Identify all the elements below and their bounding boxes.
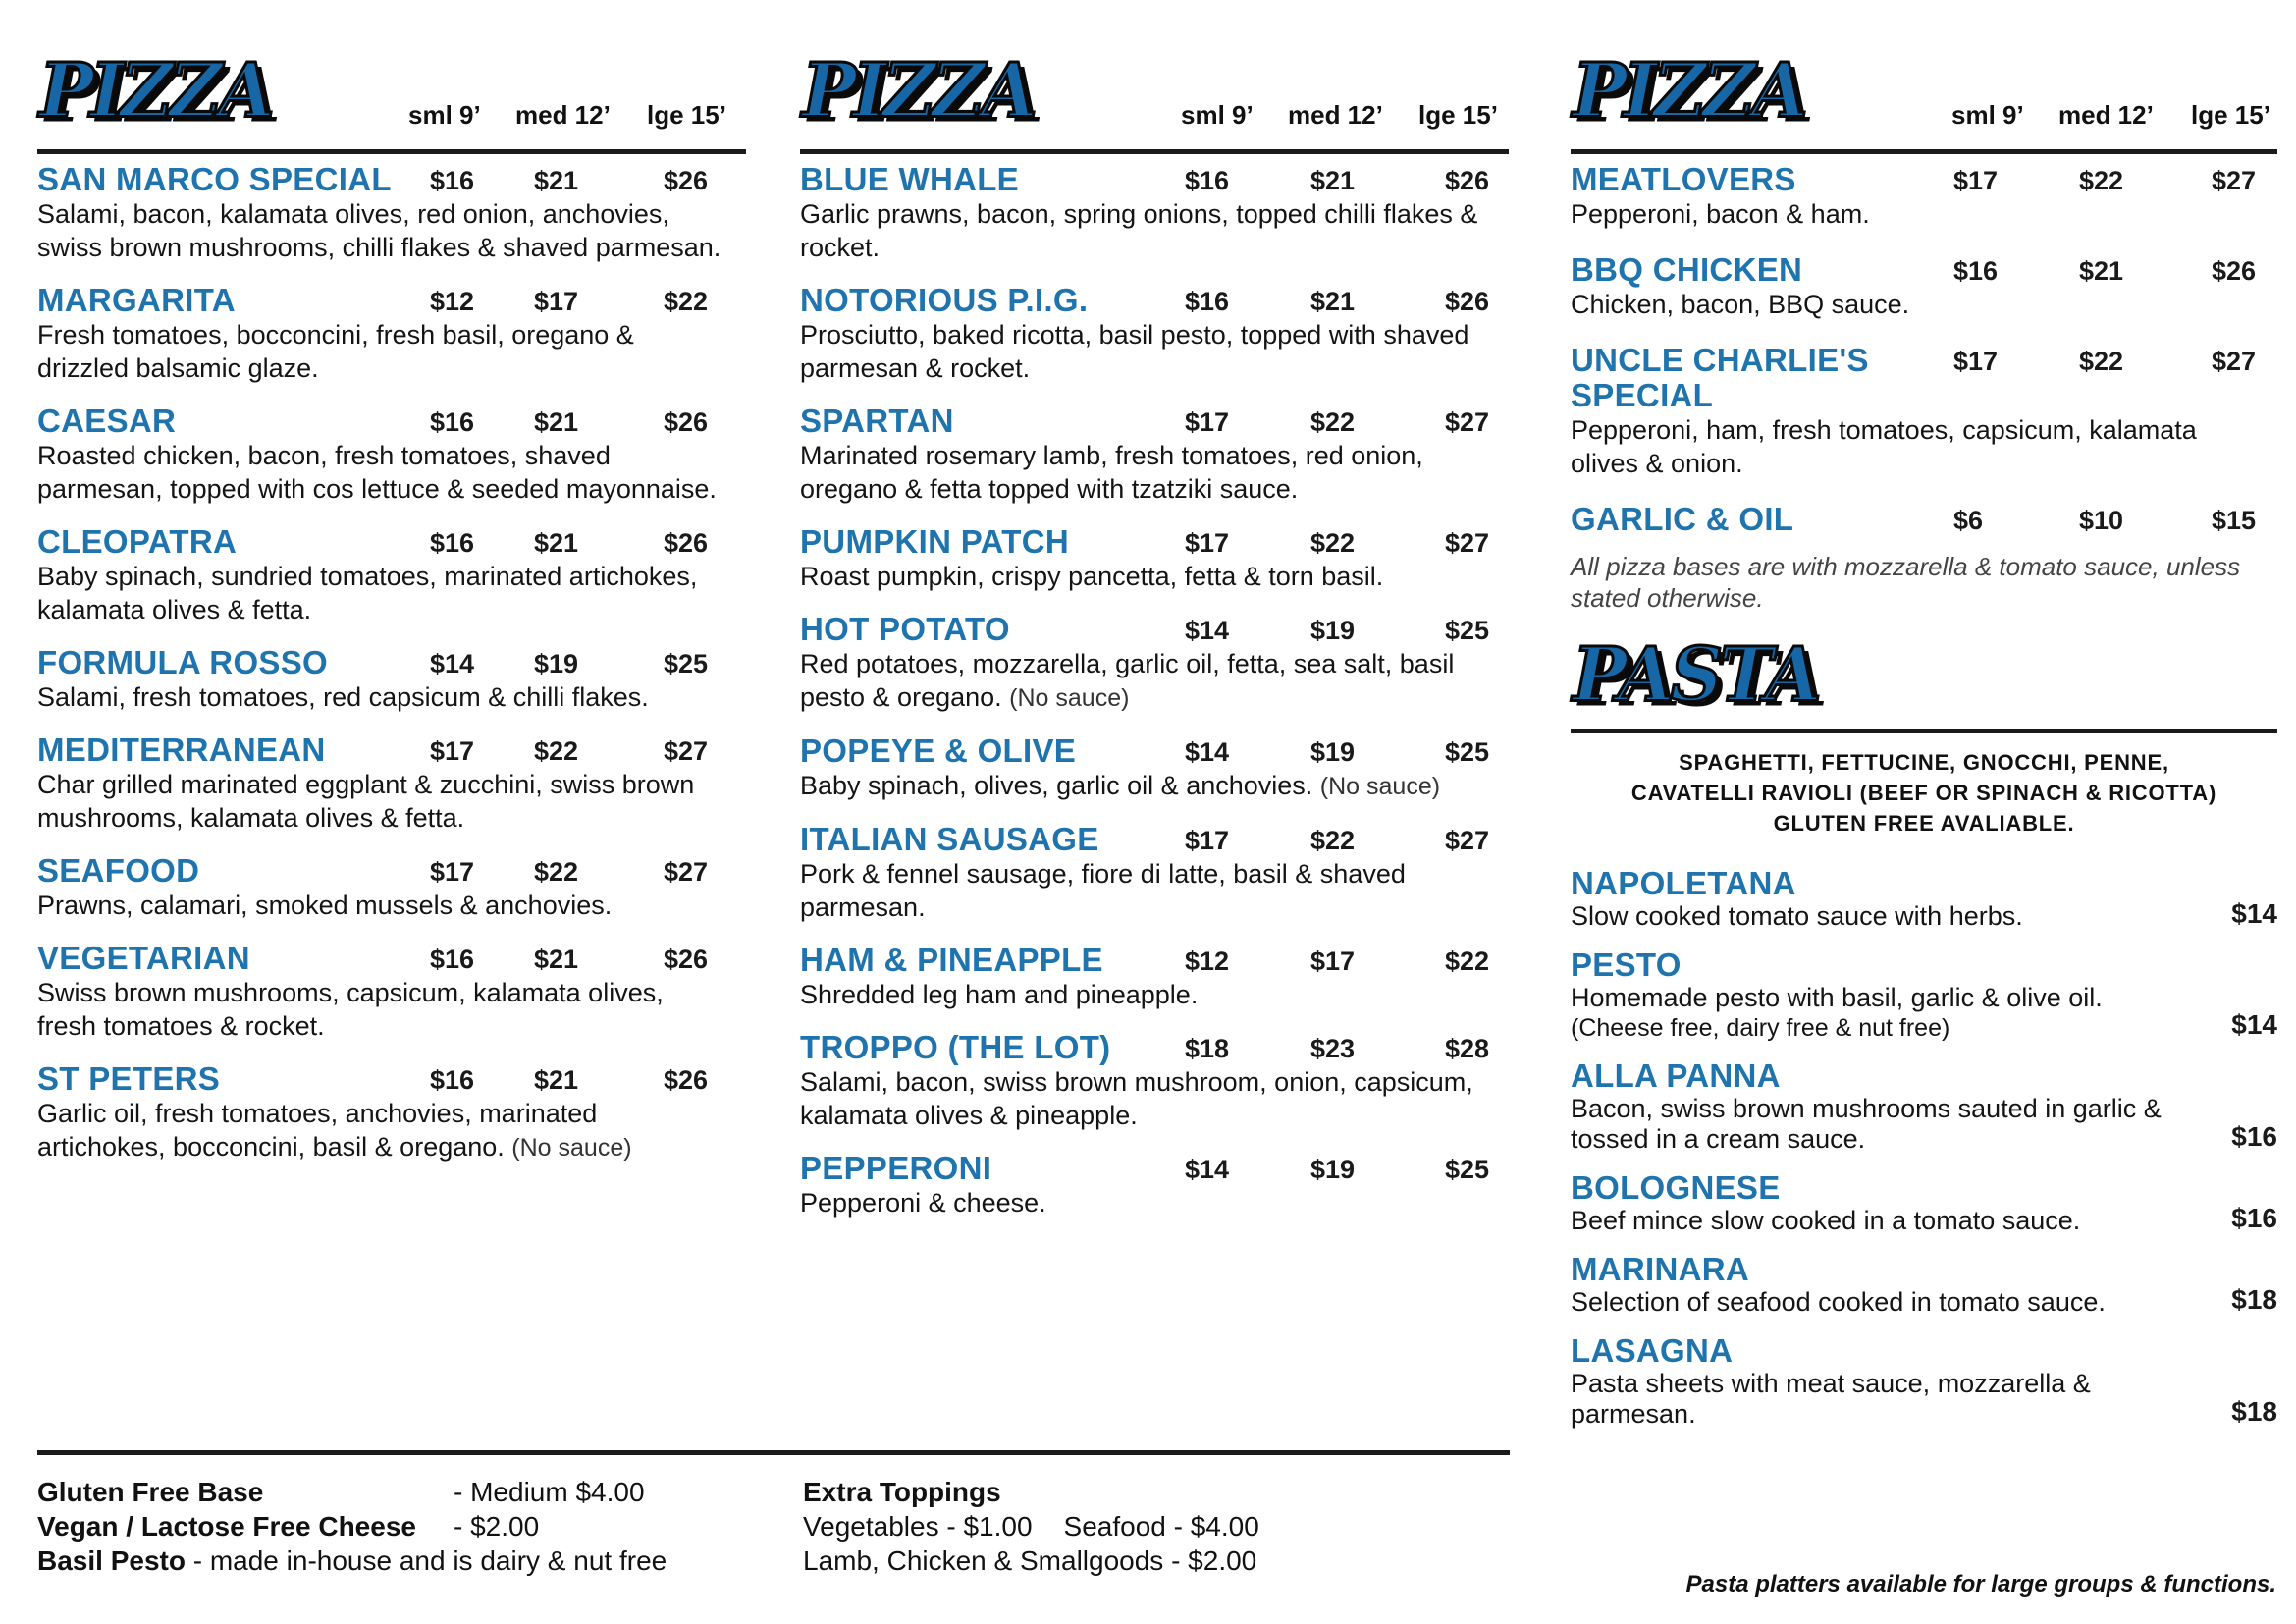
pizza-name: TROPPO (THE LOT)	[800, 1029, 1111, 1065]
extra-vegetables: Vegetables - $1.00	[803, 1511, 1033, 1542]
size-large: lge 15’	[647, 100, 726, 130]
pasta-description: Homemade pesto with basil, garlic & olive oil.	[1571, 983, 2103, 1012]
description-text: Shredded leg ham and pineapple.	[800, 980, 1199, 1009]
description-text: Prosciutto, baked ricotta, basil pesto, topped with shaved parmesan & rocket.	[800, 320, 1469, 383]
pizza-description	[800, 1186, 1509, 1219]
price-medium: $21	[534, 1065, 579, 1095]
description-note: (No sauce)	[1319, 773, 1441, 800]
pasta-description: Beef mince slow cooked in a tomato sauce.	[1571, 1206, 2081, 1235]
pasta-description: Selection of seafood cooked in tomato sauce.	[1571, 1287, 2106, 1317]
pasta-name: LASAGNA	[1571, 1332, 1734, 1369]
description-text: Prawns, calamari, smoked mussels & anchovies.	[37, 891, 613, 920]
pizza-description	[37, 1097, 724, 1164]
price-large: $27	[664, 857, 709, 887]
price-small: $16	[430, 407, 475, 437]
pizza-description	[800, 769, 1509, 803]
pizza-name: SEAFOOD	[37, 852, 200, 889]
pizza-name: ITALIAN SAUSAGE	[800, 821, 1099, 857]
price-small: $14	[1185, 1155, 1230, 1184]
price-small: $16	[430, 1065, 475, 1095]
extra-toppings-title: Extra Toppings	[803, 1477, 1001, 1507]
extra-seafood: Seafood - $4.00	[1063, 1511, 1259, 1542]
pasta-description: Bacon, swiss brown mushrooms sauted in garlic & tossed in a cream sauce.	[1571, 1094, 2162, 1154]
pizza-name: BLUE WHALE	[800, 161, 1019, 197]
price-large: $25	[1445, 737, 1490, 767]
pizza-item	[1571, 502, 2277, 537]
size-small: sml 9’	[408, 100, 481, 130]
pasta-description: Slow cooked tomato sauce with herbs.	[1571, 901, 2023, 931]
pizza-item	[37, 732, 746, 835]
description-text: Salami, bacon, kalamata olives, red onion, anchovies, swiss brown mushrooms, chilli flakes & shaved parmesan.	[37, 199, 721, 262]
description-text: Garlic prawns, bacon, spring onions, topped chilli flakes & rocket.	[800, 199, 1478, 262]
price-medium: $22	[1310, 826, 1356, 855]
pizza-name: GARLIC & OIL	[1571, 501, 1794, 537]
pizza-description	[800, 857, 1509, 924]
price-medium: $21	[534, 528, 579, 558]
pizza-header	[800, 48, 1509, 154]
pizza-name: FORMULA ROSSO	[37, 644, 329, 680]
price-medium: $17	[1310, 947, 1356, 976]
pizza-item	[37, 404, 746, 506]
description-text: Roasted chicken, bacon, fresh tomatoes, shaved parmesan, topped with cos lettuce & seeded mayonnaise.	[37, 441, 717, 504]
price-large: $26	[2212, 256, 2257, 286]
pizza-description	[800, 647, 1509, 715]
pizza-description	[1571, 288, 2218, 321]
price-medium: $22	[1310, 528, 1356, 558]
pizza-list	[37, 162, 746, 1164]
size-small: sml 9’	[1951, 100, 2024, 130]
price-large: $15	[2212, 506, 2257, 535]
pasta-platters-note: Pasta platters available for large groups & functions.	[1685, 1571, 2276, 1597]
pizza-item	[1571, 162, 2277, 231]
pizza-item	[800, 1030, 1509, 1132]
price-medium: $19	[534, 649, 579, 678]
price-large: $27	[1445, 528, 1490, 558]
pizza-item	[37, 524, 746, 626]
pizza-name: ST PETERS	[37, 1060, 221, 1097]
description-text: Red potatoes, mozzarella, garlic oil, fetta, sea salt, basil pesto & oregano.	[800, 649, 1455, 712]
extra-value: - $2.00	[454, 1511, 540, 1542]
pizza-description	[37, 976, 724, 1043]
pasta-item	[1571, 947, 2277, 1043]
description-text: Baby spinach, sundried tomatoes, marinated artichokes, kalamata olives & fetta.	[37, 562, 698, 624]
pasta-intro-line: SPAGHETTI, FETTUCINE, GNOCCHI, PENNE,	[1679, 750, 2169, 775]
pasta-price: $14	[2231, 898, 2277, 929]
extra-line	[37, 1509, 744, 1543]
pasta-name: BOLOGNESE	[1571, 1169, 1781, 1206]
extra-label: Gluten Free Base	[37, 1477, 264, 1507]
price-medium: $21	[1310, 287, 1356, 316]
price-small: $14	[430, 649, 475, 678]
pizza-item	[800, 162, 1509, 264]
pizza-item	[37, 941, 746, 1043]
pizza-name: UNCLE CHARLIE'S SPECIAL	[1571, 342, 1869, 413]
pasta-item	[1571, 866, 2277, 932]
pizza-description	[37, 197, 724, 264]
pizza-header	[37, 48, 746, 154]
description-text: Salami, bacon, swiss brown mushroom, onion, capsicum, kalamata olives & pineapple.	[800, 1067, 1473, 1130]
pasta-list	[1571, 866, 2277, 1430]
price-small: $18	[1185, 1034, 1230, 1063]
price-small: $16	[1185, 287, 1230, 316]
price-large: $26	[664, 407, 709, 437]
pizza-column-1	[37, 48, 746, 1164]
price-large: $25	[1445, 1155, 1490, 1184]
price-small: $17	[1185, 407, 1230, 437]
price-small: $16	[430, 945, 475, 974]
pizza-item	[37, 162, 746, 264]
price-medium: $19	[1310, 737, 1356, 767]
price-medium: $22	[2079, 347, 2124, 376]
price-small: $16	[430, 528, 475, 558]
price-large: $22	[1445, 947, 1490, 976]
pasta-item	[1571, 1333, 2277, 1430]
description-text: Roast pumpkin, crispy pancetta, fetta & torn basil.	[800, 562, 1384, 591]
price-medium: $21	[534, 407, 579, 437]
price-small: $14	[1185, 616, 1230, 645]
pasta-name: PESTO	[1571, 947, 1682, 983]
pizza-header	[1571, 48, 2277, 154]
pasta-item	[1571, 1170, 2277, 1236]
pizza-description	[800, 978, 1509, 1011]
price-large: $25	[664, 649, 709, 678]
extra-label: Basil Pesto	[37, 1545, 186, 1576]
pizza-item	[37, 645, 746, 714]
price-medium: $10	[2079, 506, 2124, 535]
price-large: $26	[664, 945, 709, 974]
pizza-item	[800, 943, 1509, 1011]
price-large: $26	[1445, 287, 1490, 316]
pizza-list	[800, 162, 1509, 1219]
price-small: $17	[1953, 347, 1999, 376]
price-medium: $21	[534, 166, 579, 195]
price-medium: $23	[1310, 1034, 1356, 1063]
description-text: Salami, fresh tomatoes, red capsicum & chilli flakes.	[37, 682, 649, 712]
price-medium: $22	[534, 857, 579, 887]
pizza-name: MEDITERRANEAN	[37, 731, 326, 768]
price-small: $16	[430, 166, 475, 195]
pizza-name: PUMPKIN PATCH	[800, 523, 1070, 560]
extra-line	[37, 1543, 744, 1578]
pizza-name: PEPPERONI	[800, 1150, 992, 1186]
pizza-name: POPEYE & OLIVE	[800, 732, 1077, 769]
pizza-pasta-column	[1571, 48, 2277, 1430]
size-large: lge 15’	[2191, 100, 2270, 130]
description-text: Garlic oil, fresh tomatoes, anchovies, marinated artichokes, bocconcini, basil & oregano.	[37, 1099, 598, 1162]
pizza-description	[800, 197, 1509, 264]
description-note: (No sauce)	[511, 1134, 632, 1162]
description-text: Pork & fennel sausage, fiore di latte, basil & shaved parmesan.	[800, 859, 1406, 922]
pizza-description	[37, 889, 724, 922]
pasta-note: (Cheese free, dairy free & nut free)	[1571, 1014, 1950, 1042]
price-small: $16	[1953, 256, 1999, 286]
price-small: $16	[1185, 166, 1230, 195]
pasta-price: $16	[2231, 1203, 2277, 1233]
pizza-item	[800, 1151, 1509, 1219]
pizza-list	[1571, 162, 2277, 537]
price-large: $27	[2212, 166, 2257, 195]
pizza-name: SPARTAN	[800, 403, 954, 439]
pizza-description	[37, 680, 724, 714]
pizza-name: SAN MARCO SPECIAL	[37, 161, 392, 197]
price-large: $25	[1445, 616, 1490, 645]
extra-value: - made in-house and is dairy & nut free	[192, 1545, 667, 1576]
price-medium: $17	[534, 287, 579, 316]
pizza-item	[800, 822, 1509, 924]
price-large: $26	[1445, 166, 1490, 195]
pizza-name: MEATLOVERS	[1571, 161, 1796, 197]
size-small: sml 9’	[1181, 100, 1254, 130]
pizza-item	[800, 733, 1509, 803]
pizza-name: MARGARITA	[37, 282, 236, 318]
pizza-logo: PIZZA	[1573, 48, 1804, 135]
price-large: $27	[1445, 826, 1490, 855]
description-text: Swiss brown mushrooms, capsicum, kalamata olives, fresh tomatoes & rocket.	[37, 978, 664, 1041]
pizza-name: VEGETARIAN	[37, 940, 250, 976]
pasta-intro-line: CAVATELLI RAVIOLI (BEEF OR SPINACH & RICOTTA)	[1630, 781, 2217, 805]
pizza-logo: PIZZA	[39, 48, 271, 135]
price-large: $27	[2212, 347, 2257, 376]
price-medium: $22	[534, 736, 579, 766]
size-medium: med 12’	[515, 100, 611, 130]
pizza-name: CLEOPATRA	[37, 523, 238, 560]
pasta-intro	[1571, 747, 2277, 839]
pasta-item	[1571, 1058, 2277, 1155]
pasta-price: $18	[2231, 1396, 2277, 1427]
description-text: Marinated rosemary lamb, fresh tomatoes, red onion, oregano & fetta topped with tzatziki sauce.	[800, 441, 1423, 504]
pizza-name: CAESAR	[37, 403, 177, 439]
price-medium: $22	[1310, 407, 1356, 437]
price-small: $14	[1185, 737, 1230, 767]
pasta-name: NAPOLETANA	[1571, 865, 1796, 901]
price-large: $26	[664, 1065, 709, 1095]
description-text: Chicken, bacon, BBQ sauce.	[1571, 290, 1910, 319]
extra-line	[37, 1475, 744, 1509]
pizza-item	[37, 1061, 746, 1164]
pasta-intro-line: GLUTEN FREE AVALIABLE.	[1773, 811, 2075, 836]
price-large: $26	[664, 166, 709, 195]
description-text: Pepperoni & cheese.	[800, 1188, 1046, 1218]
price-small: $17	[1185, 826, 1230, 855]
extra-label: Vegan / Lactose Free Cheese	[37, 1511, 416, 1542]
description-text: Char grilled marinated eggplant & zucchini, swiss brown mushrooms, kalamata olives & fetta.	[37, 770, 695, 833]
price-small: $17	[1953, 166, 1999, 195]
size-medium: med 12’	[1288, 100, 1383, 130]
footer-divider	[37, 1450, 1510, 1455]
pasta-header	[1571, 632, 2277, 733]
price-medium: $21	[534, 945, 579, 974]
price-large: $27	[664, 736, 709, 766]
price-medium: $19	[1310, 1155, 1356, 1184]
description-text: Fresh tomatoes, bocconcini, fresh basil, oregano & drizzled balsamic glaze.	[37, 320, 634, 383]
price-small: $17	[430, 857, 475, 887]
extra-toppings	[803, 1475, 1510, 1578]
pizza-item	[37, 283, 746, 385]
description-note: (No sauce)	[1009, 684, 1130, 712]
description-text: Baby spinach, olives, garlic oil & anchovies.	[800, 771, 1313, 800]
price-small: $12	[1185, 947, 1230, 976]
size-large: lge 15’	[1418, 100, 1498, 130]
pizza-item	[1571, 252, 2277, 321]
extra-line	[803, 1509, 1510, 1543]
pasta-price: $18	[2231, 1284, 2277, 1315]
pizza-bases-note: All pizza bases are with mozzarella & tomato sauce, unless stated otherwise.	[1571, 552, 2241, 613]
pizza-description	[1571, 197, 2218, 231]
pizza-name: NOTORIOUS P.I.G.	[800, 282, 1089, 318]
pizza-column-2	[800, 48, 1509, 1219]
pizza-item	[800, 404, 1509, 506]
extra-value: - Medium $4.00	[454, 1477, 645, 1507]
pizza-item	[37, 853, 746, 922]
pizza-description	[1571, 413, 2218, 480]
price-large: $28	[1445, 1034, 1490, 1063]
price-medium: $21	[2079, 256, 2124, 286]
pizza-item	[800, 524, 1509, 593]
pizza-description	[37, 560, 724, 626]
pasta-item	[1571, 1252, 2277, 1318]
price-large: $26	[664, 528, 709, 558]
pizza-description	[37, 318, 724, 385]
pizza-name: HAM & PINEAPPLE	[800, 942, 1103, 978]
pasta-price: $16	[2231, 1121, 2277, 1152]
price-medium: $19	[1310, 616, 1356, 645]
pizza-item	[800, 612, 1509, 715]
pizza-logo: PIZZA	[802, 48, 1034, 135]
price-medium: $21	[1310, 166, 1356, 195]
pizza-item	[800, 283, 1509, 385]
pizza-description	[37, 768, 724, 835]
pasta-name: MARINARA	[1571, 1251, 1750, 1287]
extra-line: Lamb, Chicken & Smallgoods - $2.00	[803, 1545, 1257, 1576]
price-large: $27	[1445, 407, 1490, 437]
pasta-logo: PASTA	[1573, 632, 1818, 719]
pasta-description: Pasta sheets with meat sauce, mozzarella & parmesan.	[1571, 1369, 2091, 1429]
price-small: $6	[1953, 506, 1984, 535]
description-text: Pepperoni, bacon & ham.	[1571, 199, 1870, 229]
price-small: $12	[430, 287, 475, 316]
pizza-description	[800, 1065, 1509, 1132]
price-medium: $22	[2079, 166, 2124, 195]
pasta-price: $14	[2231, 1009, 2277, 1040]
pizza-description	[800, 560, 1509, 593]
pizza-name: BBQ CHICKEN	[1571, 251, 1803, 288]
price-small: $17	[430, 736, 475, 766]
price-large: $22	[664, 287, 709, 316]
pizza-name: HOT POTATO	[800, 611, 1010, 647]
pizza-description	[800, 318, 1509, 385]
pizza-description	[800, 439, 1509, 506]
pizza-description	[37, 439, 724, 506]
price-small: $17	[1185, 528, 1230, 558]
extras-left	[37, 1475, 744, 1578]
description-text: Pepperoni, ham, fresh tomatoes, capsicum, kalamata olives & onion.	[1571, 415, 2197, 478]
pasta-name: ALLA PANNA	[1571, 1057, 1781, 1094]
pizza-item	[1571, 343, 2277, 480]
size-medium: med 12’	[2058, 100, 2154, 130]
